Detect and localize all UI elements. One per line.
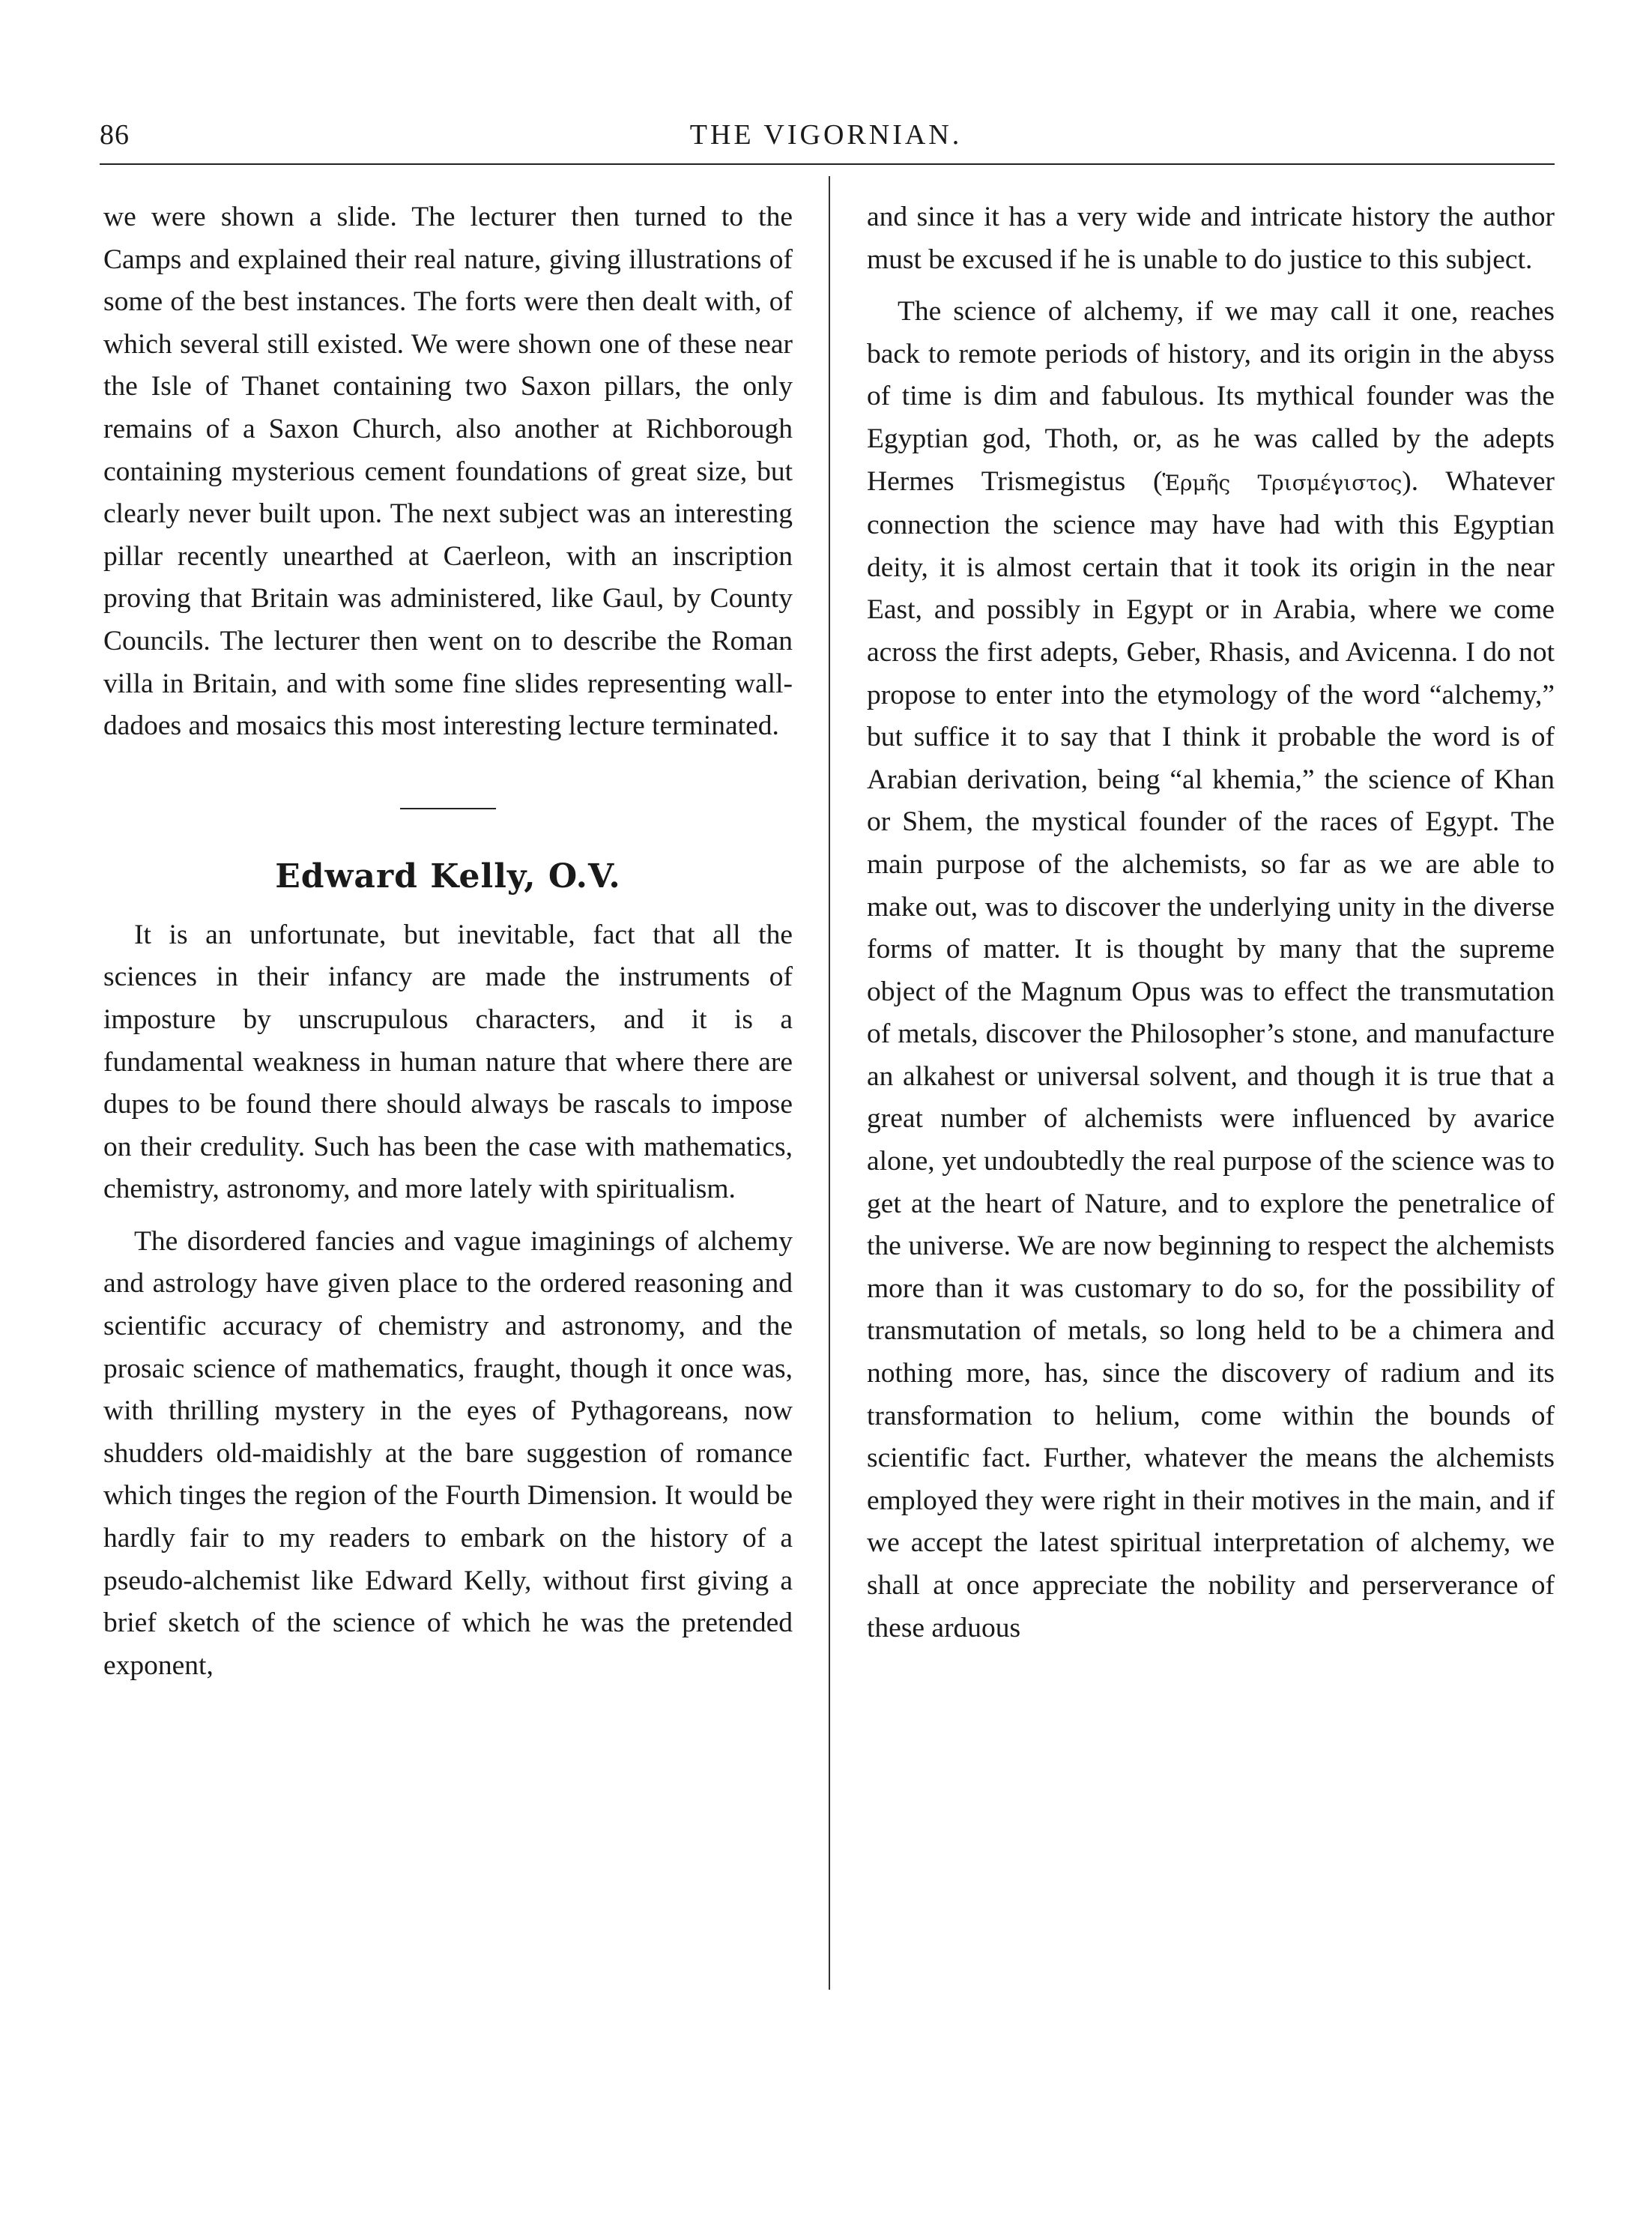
article-title: Edward Kelly, O.V.	[275, 857, 621, 896]
article-paragraph-3	[867, 291, 1555, 1649]
column-divider	[829, 176, 830, 1990]
article-paragraph-2: The disordered fancies and vague imaginings of alchemy and astrology have given place to the ordered reasoning and scientific accuracy of chemistry and astronomy, and the prosaic science of mathematics, fraught, though it once was, with thrilling mystery in the eyes of Pythagoreans, now shudders old-maidishly at the bare suggestion of romance which tinges the region of the Fourth Dimension. It would be hardly fair to my readers to embark on the history of a pseudo-alchemist like Edward Kelly, without first giving a brief sketch of the science of which he was the pretended exponent,	[103, 1225, 793, 1681]
header-rule	[100, 163, 1555, 165]
article-paragraph-1: It is an unfortunate, but inevitable, fact that all the sciences in their infancy are made the instruments of imposture by unscrupulous characters, and it is a fundamental weakness in human nature that where there are dupes to be found there should always be rascals to impose on their credulity. Such has been the case with mathematics, chemistry, astronomy, and more lately with spiritualism.	[103, 919, 793, 1205]
section-separator	[400, 808, 496, 809]
left-column	[103, 196, 793, 1687]
continued-paragraph-right: and since it has a very wide and intricate history the author must be excused if he is unable to do justice to this subject.	[867, 202, 1555, 275]
paragraph-3-text-b: ). Whatever connection the science may have had with this Egyptian deity, it is almost certain that it took its origin in the near East, and possibly in Egypt or in Arabia, where we come across the first adepts, Geber, Rhasis, and Avicenna. I do not propose to enter into the etymology of the word “alchemy,” but suffice it to say that I think it probable the word is of Arabian derivation, being “al khemia,” the science of Khan or Shem, the mystical founder of the races of Egypt. The main purpose of the alchemists, so far as we are able to make out, was to discover the underlying unity in the diverse forms of matter. It is thought by many that the supreme object of the Magnum Opus was to effect the transmutation of metals, discover the Philosopher’s stone, and manufacture an alkahest or universal solvent, and though it is true that a great number of alchemists were influenced by avarice alone, yet undoubtedly the real purpose of the science was to get at the heart of Nature, and to explore the penetralice of the universe. We are now beginning to respect the alchemists more than it was customary to do so, for the possibility of transmutation of metals, so long held to be a chimera and nothing more, has, since the discovery of radium and its transformation to helium, come within the bounds of scientific fact. Further, whatever the means the alchemists employed they were right in their motives in the main, and if we accept the latest spiritual interpretation of alchemy, we shall at once appreciate the nobility and perserverance of these arduous	[867, 465, 1555, 1643]
page-number: 86	[100, 119, 130, 151]
paragraph-3-text-a: The science of alchemy, if we may call it one, reaches back to remote periods of history, and its origin in the abyss of time is dim and fabulous. Its mythical founder was the Egyptian god, Thoth, or, as he was called by the adepts Hermes Trismegistus (	[867, 296, 1555, 497]
greek-name: Ἑρμῆς Τρισμέγιστος	[1162, 470, 1403, 495]
continued-paragraph-left: we were shown a slide. The lecturer then turned to the Camps and explained their real nature, giving illustrations of some of the best instances. The forts were then dealt with, of which several still existed. We were shown one of these near the Isle of Thanet containing two Saxon pillars, the only remains of a Saxon Church, also another at Richborough containing mysterious cement foundations of great size, but clearly never built upon. The next subject was an interesting pillar recently unearthed at Caerleon, with an inscription proving that Britain was administered, like Gaul, by County Councils. The lecturer then went on to describe the Roman villa in Britain, and with some fine slides representing wall-dadoes and mosaics this most interesting lecture terminated.	[103, 202, 793, 742]
right-column	[867, 196, 1555, 1649]
running-title: THE VIGORNIAN.	[689, 119, 963, 151]
